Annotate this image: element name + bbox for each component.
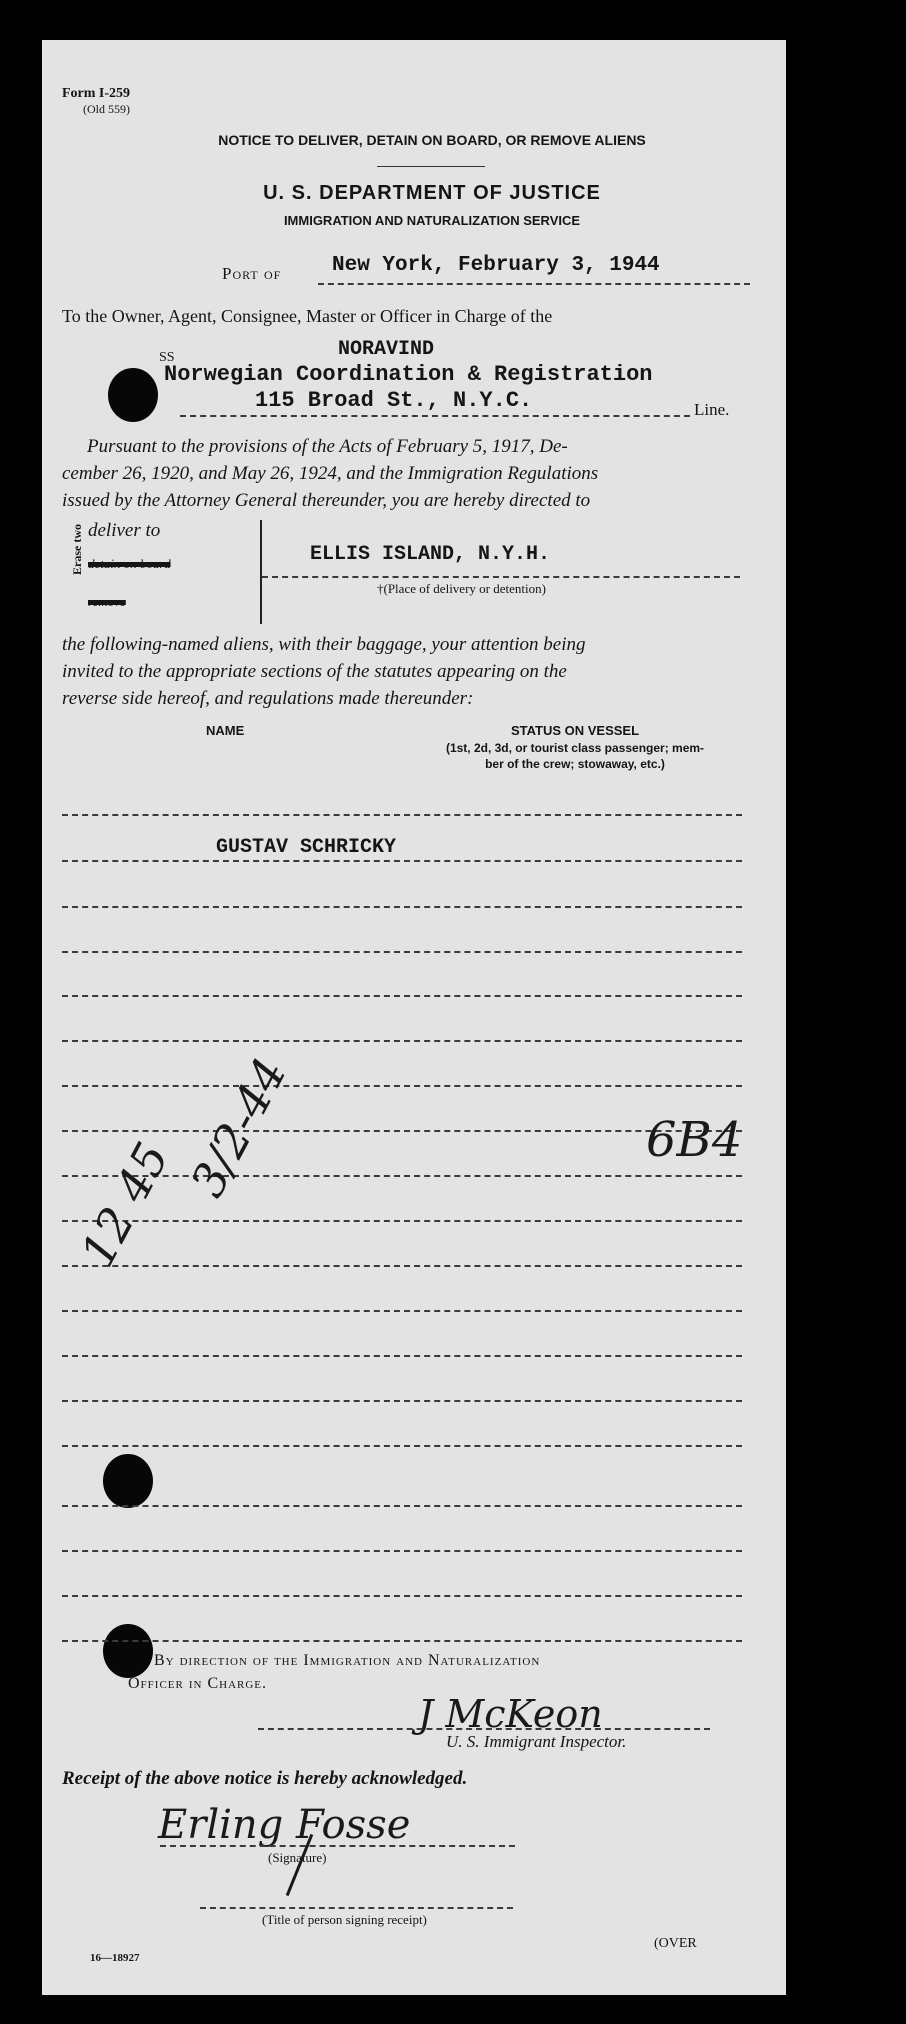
following-line-1: the following-named aliens, with their baggage, your attention being [62,634,586,655]
table-row [62,906,742,908]
table-row [62,1040,742,1042]
table-row [62,1355,742,1357]
delivery-caption: †(Place of delivery or detention) [377,581,546,596]
receipt-signature: Erling Fosse [158,1802,411,1848]
punch-hole-top [108,368,158,422]
form-old-number: (Old 559) [83,102,130,116]
line-label: Line. [694,400,730,419]
receipt-title-line [200,1907,513,1909]
table-row [62,995,742,997]
service-name: IMMIGRATION AND NATURALIZATION SERVICE [283,213,581,228]
inspector-signature: J McKeon [418,1692,603,1736]
pursuant-line-2: cember 26, 1920, and May 26, 1924, and the Immigration Regulations [62,463,599,484]
receipt-text: Receipt of the above notice is hereby acknowledged. [62,1768,468,1789]
notice-form [42,40,786,1995]
remove-option-erased: remove [88,594,126,609]
option-bracket [255,520,262,624]
erase-two-note: Erase two [70,524,84,575]
delivery-line [262,576,740,578]
ss-label: SS [159,350,175,365]
table-row [62,1595,742,1597]
title-rule [377,166,485,167]
handwritten-time: 12 45 [70,1133,180,1276]
title-caption: (Title of person signing receipt) [262,1912,427,1927]
port-date: New York, February 3, 1944 [332,254,660,277]
following-line-2: invited to the appropriate sections of the statutes appearing on the [62,661,567,682]
punch-hole-middle [103,1454,153,1508]
alien-name: GUSTAV SCHRICKY [216,836,397,859]
table-row [62,1550,742,1552]
table-row [62,1640,742,1642]
table-row [62,951,742,953]
status-subheader-2: ber of the crew; stowaway, etc.) [485,757,665,771]
print-code: 16—18927 [90,1952,140,1964]
table-row [62,814,742,816]
line-address: 115 Broad St., N.Y.C. [255,388,533,413]
direction-line-2: Officer in Charge. [128,1675,268,1692]
over-note: (OVER [654,1936,697,1951]
table-row [62,1400,742,1402]
table-row [62,1085,742,1087]
table-row [62,860,742,862]
receipt-signature-line [160,1845,515,1847]
table-row [62,1265,742,1267]
department-name: U. S. DEPARTMENT OF JUSTICE [263,182,601,204]
port-line [318,283,750,285]
vessel-name: NORAVIND [338,338,435,361]
signature-caption: (Signature) [268,1850,327,1865]
port-label: Port of [222,264,282,283]
table-row [62,1445,742,1447]
pursuant-line-1: Pursuant to the provisions of the Acts of February 5, 1917, De- [87,436,568,457]
addressee-text: To the Owner, Agent, Consignee, Master or Officer in Charge of the [62,306,553,326]
punch-hole-bottom [103,1624,153,1678]
detain-option-erased: detain on board [88,556,171,571]
line-field [180,415,690,417]
line-name: Norwegian Coordination & Registration [164,362,653,387]
status-column-header: STATUS ON VESSEL [510,723,640,738]
inspector-signature-line [258,1728,710,1730]
form-number: Form I-259 [62,86,131,101]
direction-line-1: By direction of the Immigration and Naturalization [154,1652,541,1669]
handwritten-code: 6B4 [646,1112,743,1168]
name-column-header: NAME [206,723,245,738]
handwritten-date: 3/2-44 [180,1049,298,1206]
table-row [62,1310,742,1312]
following-line-3: reverse side hereof, and regulations made thereunder: [62,688,474,709]
notice-title: NOTICE TO DELIVER, DETAIN ON BOARD, OR REMOVE ALIENS [218,132,646,148]
table-row [62,1505,742,1507]
delivery-place: ELLIS ISLAND, N.Y.H. [310,543,551,566]
deliver-to-option: deliver to [88,520,161,541]
inspector-title: U. S. Immigrant Inspector. [446,1732,627,1751]
table-row [62,1220,742,1222]
pursuant-line-3: issued by the Attorney General thereunder, you are hereby directed to [62,490,591,511]
table-row [62,1130,742,1132]
status-subheader-1: (1st, 2d, 3d, or tourist class passenger; mem- [445,741,705,755]
